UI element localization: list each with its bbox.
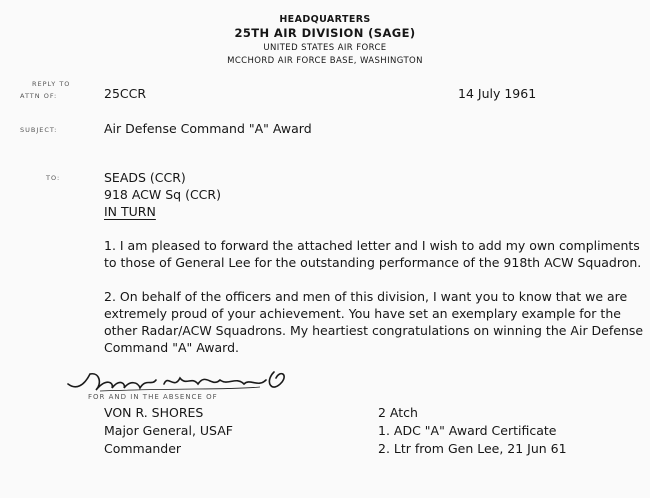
attn-of-label: ATTN OF: — [20, 92, 58, 100]
attachment-item-1: 1. ADC "A" Award Certificate — [378, 423, 557, 438]
subject-text: Air Defense Command "A" Award — [104, 121, 312, 136]
reply-code: 25CCR — [104, 86, 147, 101]
paragraph-2: 2. On behalf of the officers and men of this division, I want you to know that we are extremely proud of your achievement. You have set an exemplary example for the other Radar/ACW Squadrons. My heartiest congratulations on winning the Air Defense Command "A" Award. — [104, 289, 644, 355]
attachment-item-2: 2. Ltr from Gen Lee, 21 Jun 61 — [378, 441, 567, 456]
letterhead-line-3: UNITED STATES AIR FORCE — [263, 43, 387, 53]
letterhead-line-1: HEADQUARTERS — [279, 14, 371, 25]
letterhead-line-2: 25TH AIR DIVISION (SAGE) — [234, 26, 416, 40]
signer-rank: Major General, USAF — [104, 423, 233, 438]
attachment-count: 2 Atch — [378, 405, 418, 420]
paragraph-1: 1. I am pleased to forward the attached letter and I wish to add my own compliments to those of General Lee for the outstanding performance of the 918th ACW Squadron. — [104, 238, 642, 270]
to-label: TO: — [46, 174, 61, 182]
recipient-line-3: IN TURN — [104, 204, 156, 219]
letterhead-line-4: MCCHORD AIR FORCE BASE, WASHINGTON — [227, 56, 423, 66]
signer-title: Commander — [104, 441, 182, 456]
absence-note: FOR AND IN THE ABSENCE OF — [88, 393, 218, 401]
subject-label: SUBJECT: — [20, 126, 58, 134]
signer-name: VON R. SHORES — [104, 405, 204, 420]
recipient-line-2: 918 ACW Sq (CCR) — [104, 187, 221, 202]
recipient-line-1: SEADS (CCR) — [104, 170, 186, 185]
letter-date: 14 July 1961 — [458, 86, 537, 101]
reply-to-label: REPLY TO — [32, 80, 71, 88]
